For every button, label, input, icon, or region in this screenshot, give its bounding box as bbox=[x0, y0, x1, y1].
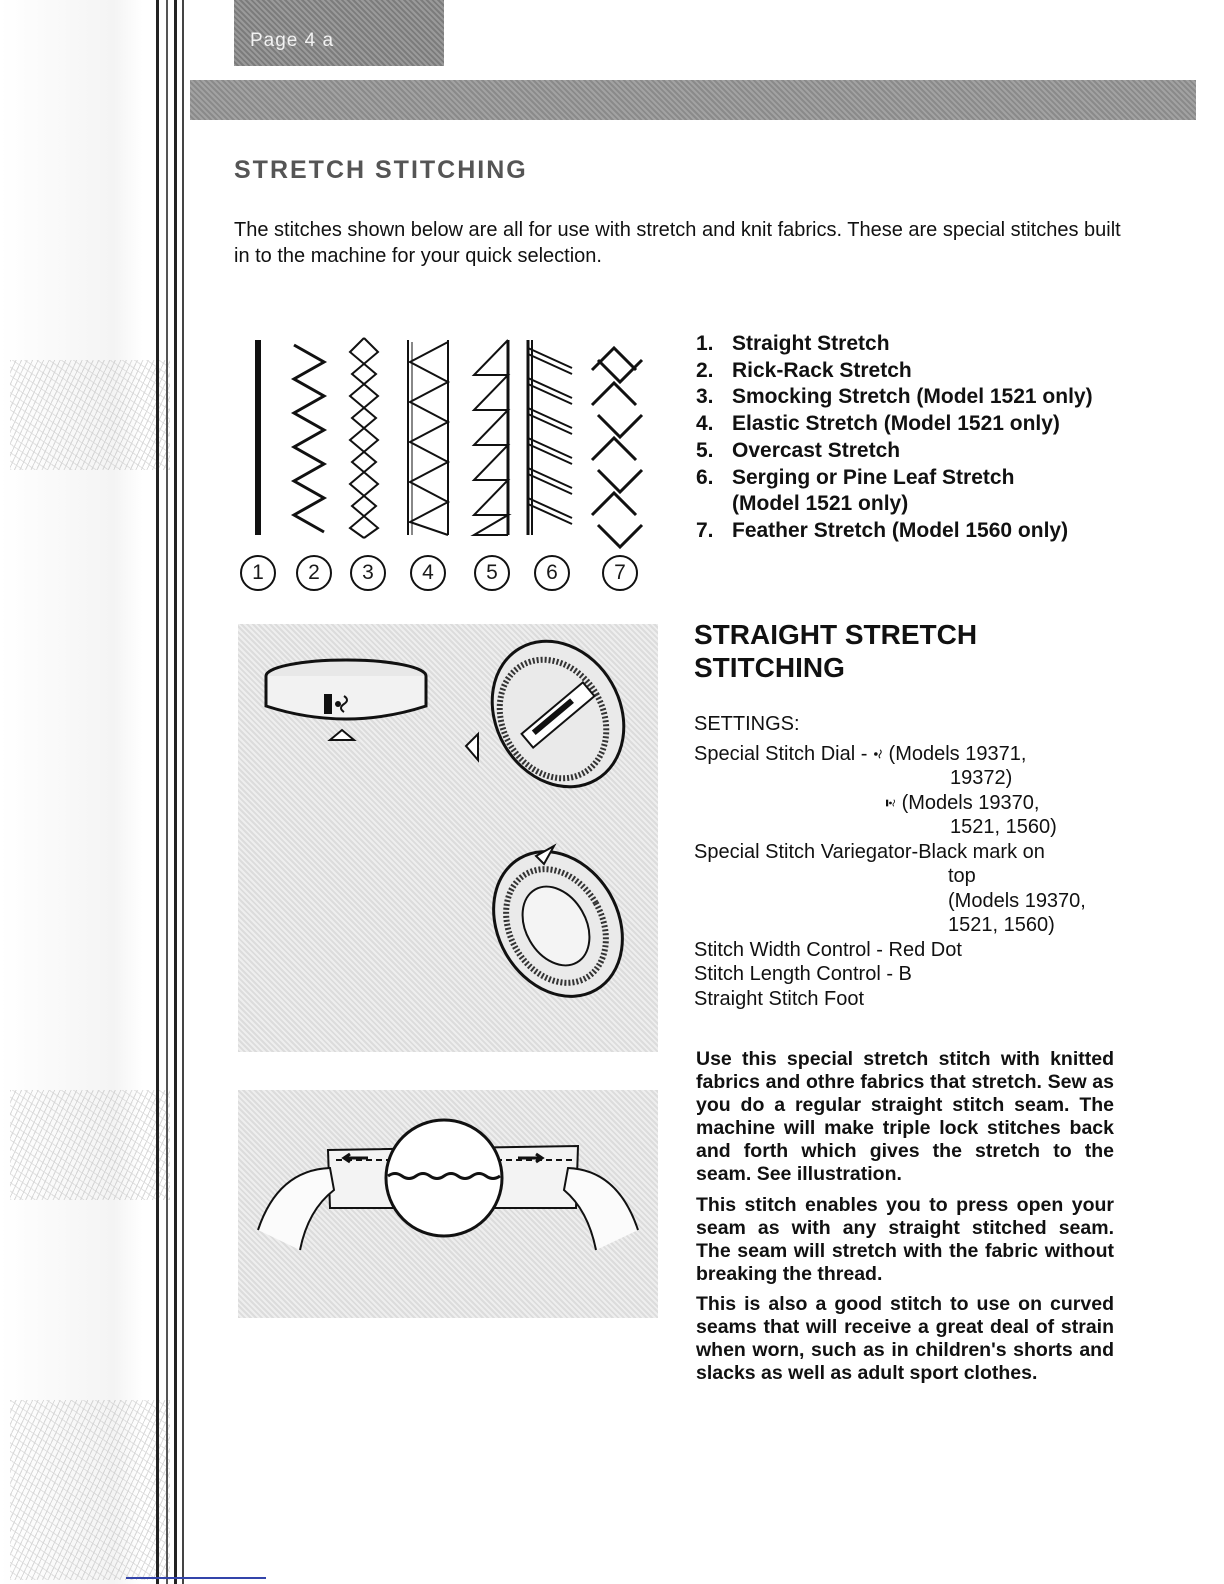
footer-rule bbox=[126, 1577, 266, 1579]
stitch-number: 5 bbox=[474, 555, 510, 591]
page-number: Page 4 a bbox=[250, 30, 335, 51]
stitch-patterns-illustration bbox=[236, 330, 656, 550]
binding-line bbox=[182, 0, 184, 1584]
settings-block bbox=[694, 712, 1086, 1011]
straight-stretch-pattern bbox=[256, 340, 260, 535]
binding-line bbox=[156, 0, 159, 1584]
rick-rack-pattern bbox=[294, 345, 324, 532]
dial-illustration bbox=[238, 624, 658, 1052]
dial-setting-row bbox=[694, 742, 1086, 767]
dial-models-a: (Models 19371, bbox=[888, 742, 1027, 765]
scan-noise bbox=[10, 1400, 170, 1580]
stitch-number: 1 bbox=[240, 555, 276, 591]
fabric-stretch-photo bbox=[238, 1090, 658, 1318]
binding-line bbox=[174, 0, 177, 1584]
dial-models-b-cont: 1521, 1560) bbox=[950, 816, 1057, 838]
variegator-value-cont: top bbox=[948, 865, 976, 887]
list-item: 1. Straight Stretch bbox=[696, 332, 890, 355]
variegator-models: (Models 19370, bbox=[948, 889, 1086, 912]
variegator-value: Black mark on bbox=[918, 840, 1045, 863]
header-bar bbox=[190, 80, 1196, 120]
feather-pattern bbox=[592, 348, 642, 547]
dot-stitch-icon bbox=[873, 748, 883, 760]
stitch-number: 7 bbox=[602, 555, 638, 591]
variegator-label: Special Stitch Variegator- bbox=[694, 840, 919, 863]
intro-paragraph: The stitches shown below are all for use with stretch and knit fabrics. These are special stitches built in to the machine for your quick selection. bbox=[234, 219, 1121, 267]
special-stitch-dial-window bbox=[266, 660, 426, 740]
variegator-knob-bottom bbox=[468, 828, 648, 1020]
variegator-models-cont: 1521, 1560) bbox=[948, 914, 1055, 936]
stitch-number: 4 bbox=[410, 555, 446, 591]
binding-line bbox=[166, 0, 168, 1584]
dial-models-b: (Models 19370, bbox=[901, 791, 1040, 814]
subsection-title: STRAIGHT STRETCH STITCHING bbox=[694, 619, 978, 683]
serging-pattern bbox=[528, 340, 572, 535]
dial-setting-row-b bbox=[694, 791, 1086, 816]
list-item: 4. Elastic Stretch (Model 1521 only) bbox=[696, 412, 1060, 436]
section-title: STRETCH STITCHING bbox=[234, 156, 528, 184]
dial-models-a-cont: 19372) bbox=[950, 767, 1013, 789]
stitch-length-setting: Stitch Length Control - B bbox=[694, 963, 912, 985]
stitch-number-row bbox=[236, 555, 656, 595]
stitch-number: 2 bbox=[296, 555, 332, 591]
stitch-type-list bbox=[696, 331, 1093, 545]
list-item: 3. Smocking Stretch (Model 1521 only) bbox=[696, 385, 1093, 409]
variegator-knob-top bbox=[466, 624, 650, 811]
scan-noise bbox=[10, 360, 170, 470]
body-paragraph: Use this special stretch stitch with knitted fabrics and othre fabrics that stretch. Sew as you do a regular straight stitch seam. The machine will make triple lock stitches back and forth which gives the stretch to the seam. See illustration. bbox=[696, 1048, 1114, 1185]
dial-settings-photo bbox=[238, 624, 658, 1052]
list-item: 5. Overcast Stretch bbox=[696, 438, 901, 462]
foot-setting: Straight Stitch Foot bbox=[694, 987, 865, 1010]
stitch-number: 3 bbox=[350, 555, 386, 591]
elastic-pattern bbox=[408, 340, 448, 535]
dial-label: Special Stitch Dial - bbox=[694, 742, 868, 765]
overcast-pattern bbox=[474, 340, 508, 535]
stitch-width-setting: Stitch Width Control - Red Dot bbox=[694, 938, 962, 961]
list-item: 6. Serging or Pine Leaf Stretch (Model 1521 only) bbox=[696, 465, 1015, 516]
body-paragraph: This is also a good stitch to use on curved seams that will receive a great deal of strain when worn, such as in children's shorts and slacks as well as adult sport clothes. bbox=[696, 1293, 1114, 1384]
page-header-tab bbox=[234, 0, 444, 66]
bar-dot-stitch-icon bbox=[886, 797, 896, 809]
body-paragraph: This stitch enables you to press open your seam as with any straight stitched seam. The seam will stretch with the fabric without breaking the thread. bbox=[696, 1194, 1114, 1285]
list-item: 2. Rick-Rack Stretch bbox=[696, 358, 912, 382]
settings-label: SETTINGS: bbox=[694, 713, 800, 735]
scan-noise bbox=[10, 1090, 170, 1200]
binding-shadow bbox=[0, 0, 190, 1584]
fabric-stretch-illustration bbox=[238, 1090, 658, 1318]
list-item: 7. Feather Stretch (Model 1560 only) bbox=[696, 518, 1069, 542]
stitch-number: 6 bbox=[534, 555, 570, 591]
variegator-setting-row bbox=[694, 840, 1086, 865]
